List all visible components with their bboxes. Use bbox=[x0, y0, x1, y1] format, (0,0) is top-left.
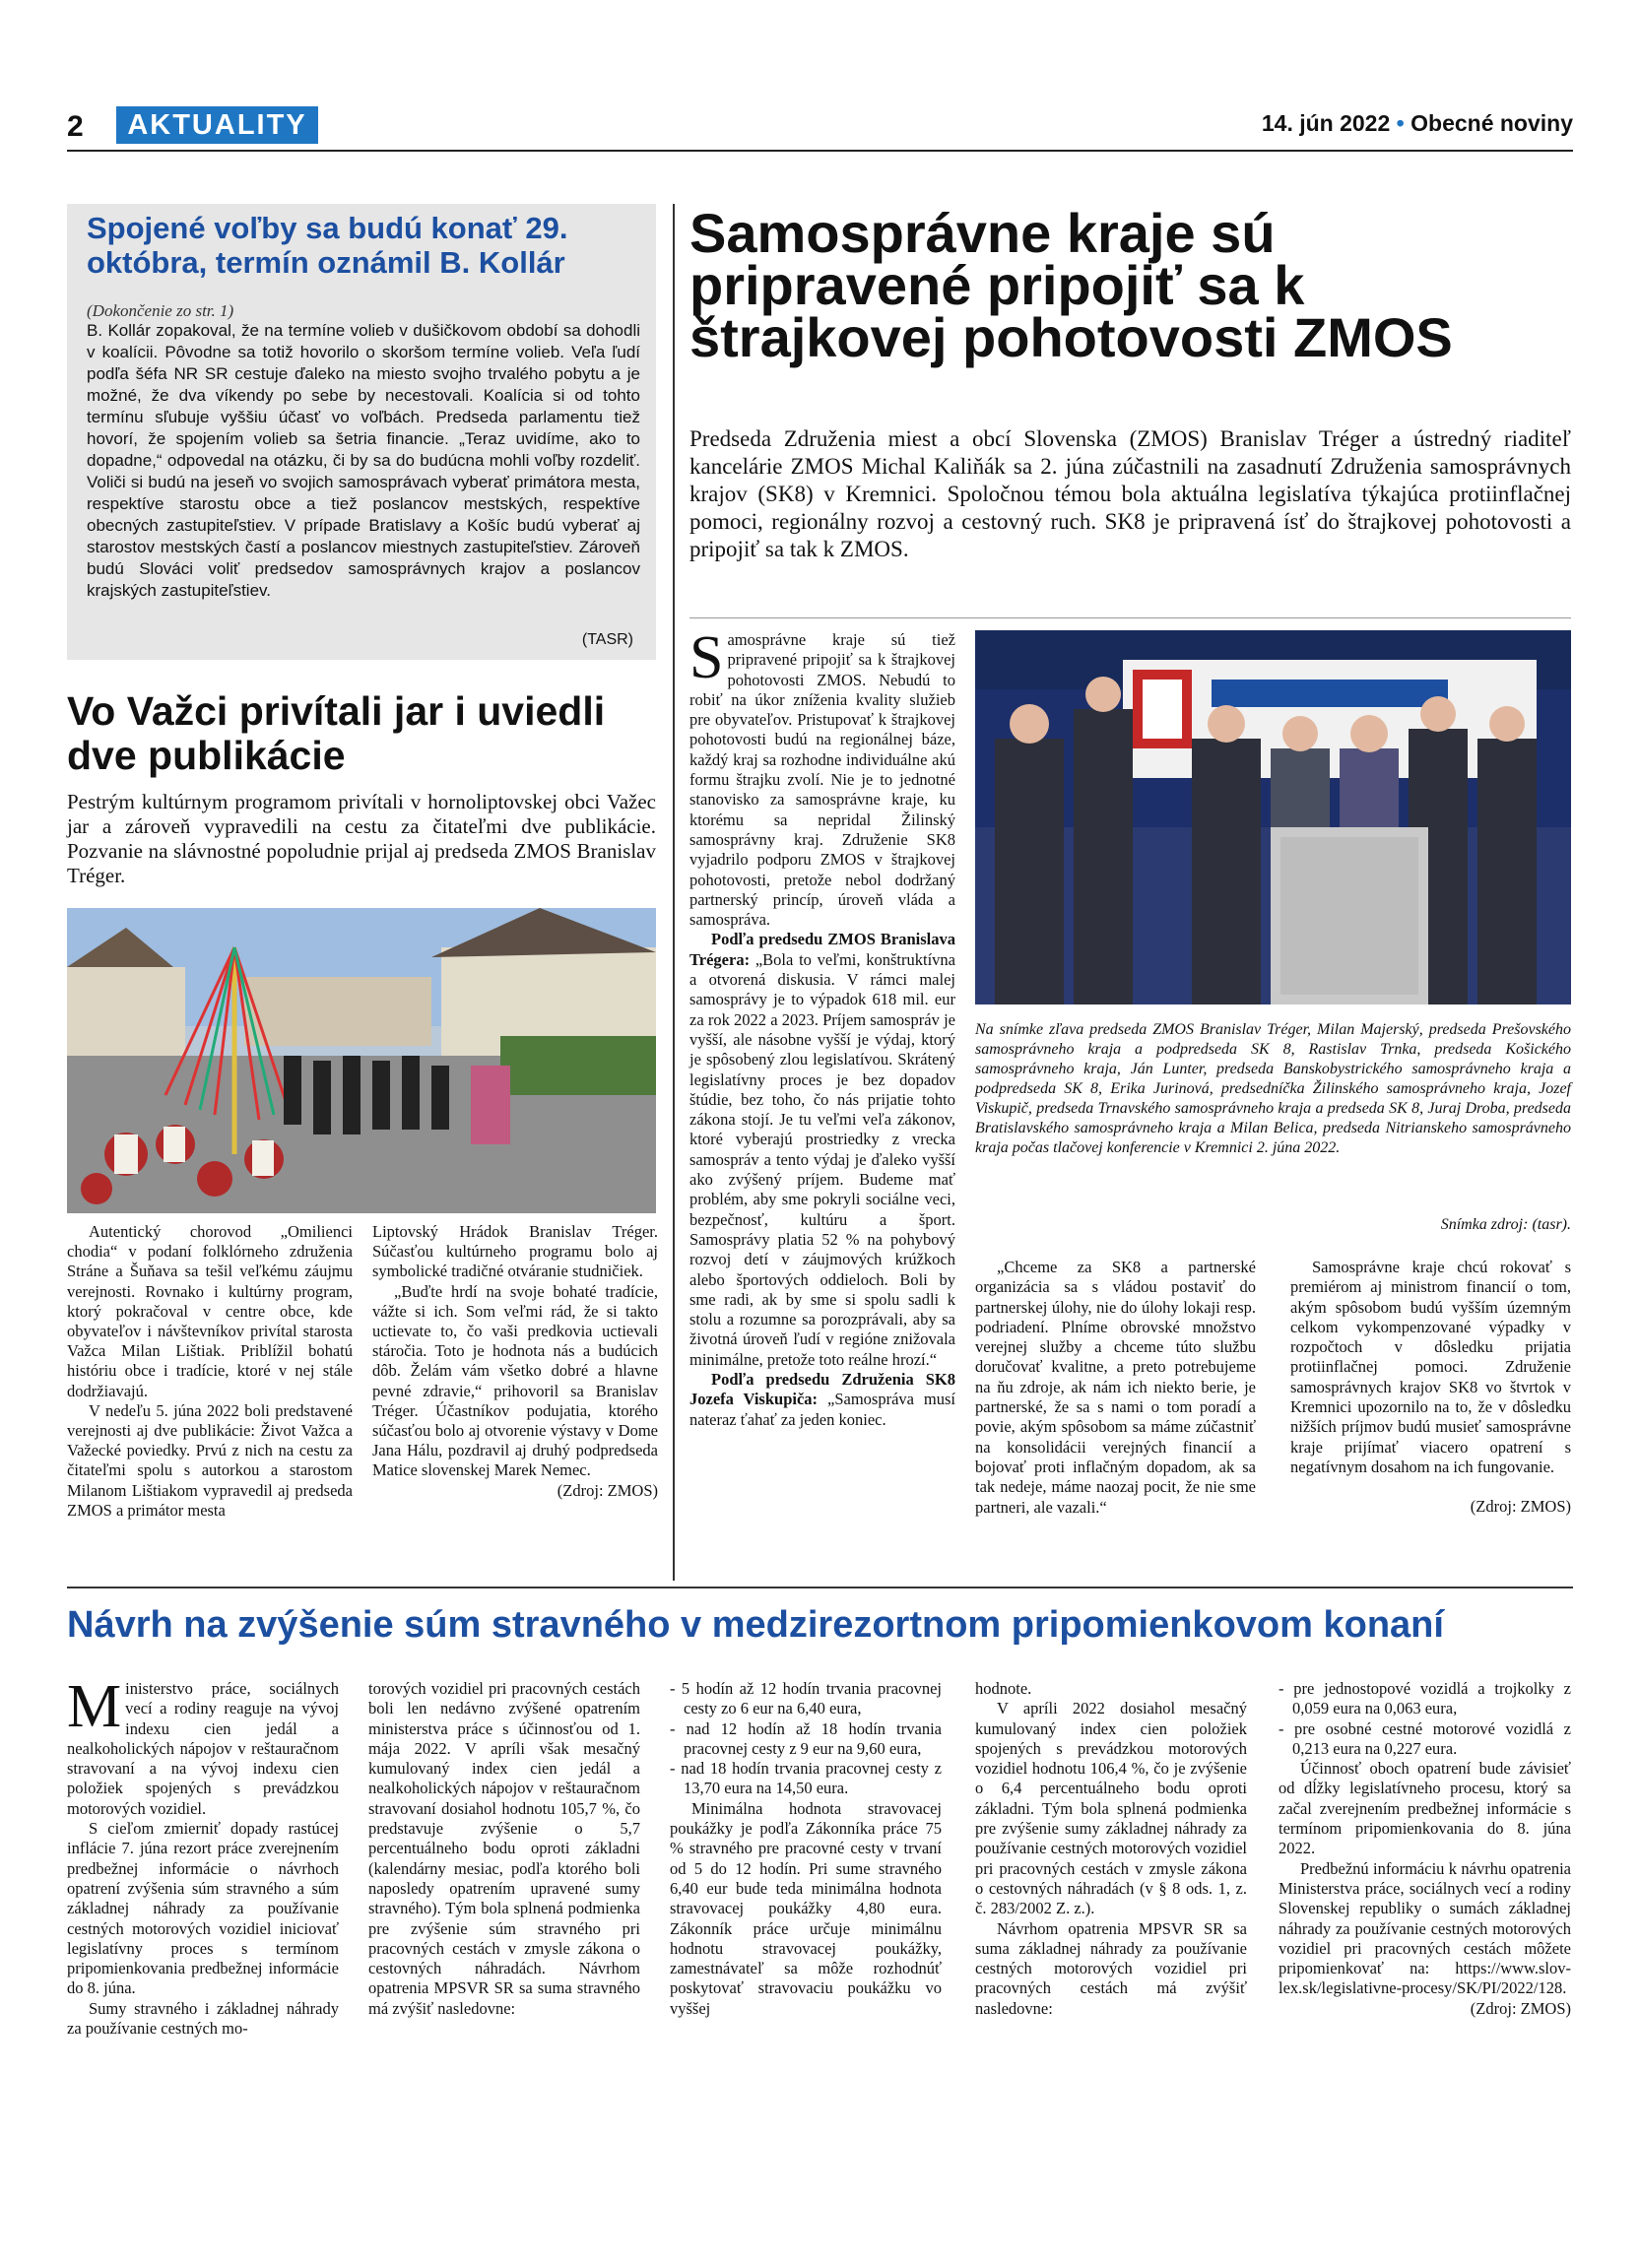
paragraph: Predbežnú informáciu k návrhu opatrenia Ministerstva práce, sociálnych vecí a rodiny Slovenskej republiky o sumách základnej náhrady za používanie cestných motorových vozidiel pri pracovných cestách môžete pripomienkovať na: https://www.slov-lex.sk/legislativne-procesy/SK/PI/2022/128. bbox=[1279, 1858, 1571, 1998]
folk-procession-photo bbox=[67, 908, 656, 1213]
paragraph: torových vozidiel pri pracovných cestách boli len nedávno zvýšené opatrením ministerstva práce s účinnosťou od 1. mája 2022. V apríli však mesačný kumulovaný index cien jedál a nealkoholických nápojov v reštauračnom stravovaní dosiahol hodnotu 105,7 %, čo predstavuje zvýšenie o 5,7 percentuálneho bodu oproti základni (kalendárny mesiac, podľa ktorého boli naposledy opatrením upravené sumy stravného). Tým bola splnená podmienka pre zvýšenie súm stravného pri pracovných cestách v zmysle zákona o cestovných náhradách. Návrhom opatrenia MPSVR SR sa suma stravného má zvýšiť nasledovne: bbox=[368, 1679, 640, 2018]
zmos-article-column-1 bbox=[689, 624, 956, 1430]
paragraph: S cieľom zmierniť dopady rastúcej inflácie 7. júna rezort práce zverejnením predbežnej informácie o návrhoch opatrení zvýšenia súm stravného a súm základnej náhrady za používanie cestných motorových vozidiel iniciovať legislatívny proces s termínom pripomienkovania predbežnej informácie do 8. júna. bbox=[67, 1819, 339, 1998]
paragraph: Liptovský Hrádok Branislav Tréger. Súčasťou kultúrneho programu bolo aj symbolické tradičné otváranie studničiek. bbox=[372, 1222, 658, 1281]
paragraph: hodnote. bbox=[975, 1679, 1032, 1698]
list-item: - 5 hodín až 12 hodín trvania pracovnej cesty zo 6 eur na 6,40 eura, bbox=[670, 1679, 942, 1718]
paragraph: „Chceme za SK8 a partnerské organizácia sa s vládou postaviť do partnerskej úlohy, nie do úlohy lokaji resp. podriadení. Plníme obrovské množstvo verejnej služby a chceme túto službu doručovať kvalitne, a preto potrebujeme na ňu zdroje, ak nám ich niekto berie, je partnerské, že sa s nami o tom poradí a povie, akým spôsobom sa máme zúčastniť na konsolidácii verejných financií a bojovať proti inflačným dopadom, ak sa tak nedeje, máme naozaj pocit, že nie sme partneri, ale vazali.“ bbox=[975, 1258, 1256, 1517]
page-number: 2 bbox=[67, 110, 84, 143]
list-item: - nad 18 hodín trvania pracovnej cesty z 13,70 eura na 14,50 eura. bbox=[670, 1759, 942, 1798]
paragraph: Návrhom opatrenia MPSVR SR sa suma základnej náhrady za používanie cestných motorových vozidiel pri pracovných cestách má zvýšiť nasledovne: bbox=[975, 1918, 1247, 2018]
paragraph-text: amosprávne kraje sú tiež pripravené pripojiť sa k štrajkovej pohotovosti ZMOS. Nebudú to robiť na úkor zníženia kvality služieb pre obyvateľov. Pristupovať k štrajkovej pohotovosti budú na regionálnej báze, každý kraj sa rozhodne individuálne akú formu štrajku zvolí. Nie je to jednotné stanovisko za samosprávne kraje, ku ktorému sa nepridal Žilinský samosprávny kraj. Združenie SK8 vyjadrilo podporu ZMOS v štrajkovej pohotovosti, pretože nebol dodržaný partnerský princíp, úroveň vláda a samospráva. bbox=[689, 630, 955, 930]
vazec-article-column-2 bbox=[372, 1222, 658, 1501]
zmos-article-title: Samosprávne kraje sú pripravené pripojiť sa k štrajkovej pohotovosti ZMOS bbox=[689, 202, 1453, 368]
meal-allowance-column-5 bbox=[1279, 1679, 1571, 2019]
drop-cap: M bbox=[67, 1673, 122, 1740]
paragraph-text: „Samospráva musí nateraz ťahať za jeden koniec. bbox=[689, 1390, 956, 1429]
meal-allowance-article-title: Návrh na zvýšenie súm stravného v medzirezortnom pripomienkovom konaní bbox=[67, 1604, 1444, 1646]
paragraph: Samosprávne kraje chcú rokovať s premiérom aj ministrom financií o tom, akým spôsobom budú vyšším územným celkom vykompenzované výpadky v rozpočtoch v dôsledku prijatia protiinflačnej pomoci. Združenie samosprávnych krajov SK8 vo štvrtok v Kremnici upozornilo na to, že v dôsledku nižších príjmov budú musieť samosprávne kraje prijímať viacero opatrení s negatívnym dosahom na ich fungovanie. bbox=[1290, 1258, 1571, 1476]
election-article-title: Spojené voľby sa budú konať 29. októbra, termín oznámil B. Kollár bbox=[87, 211, 568, 280]
photo-caption: Na snímke zľava predseda ZMOS Branislav Tréger, Milan Majerský, predseda Prešovského samosprávneho kraja a podpredseda SK 8, Rastislav Trnka, predseda Košického samosprávneho kraja, Ján Lunter, predseda Banskobystrického samosprávneho kraja a podpredseda SK 8, Erika Jurinová, predsedníčka Žilinského samosprávneho kraja, Jozef Viskupič, predseda Trnavského samosprávneho kraja a predseda SK 8, Juraj Droba, predseda Bratislavského samosprávneho kraja a Milan Belica, predseda Nitrianskeho samosprávneho kraja počas tlačovej konferencie v Kremnici 2. júna 2022. bbox=[975, 1021, 1571, 1156]
issue-date: 14. jún 2022 bbox=[1261, 110, 1391, 136]
meal-allowance-source: (Zdroj: ZMOS) bbox=[1470, 1998, 1571, 2018]
paragraph: Minimálna hodnota stravovacej poukážky je podľa Zákonníka práce 75 % stravného pre pracovné cesty v trvaní od 5 do 12 hodín. Pri sume stravného 6,40 eur bude teda minimálna hodnota stravovacej poukážky 4,80 eura. Zákonník práce určuje minimálnu hodnotu stravovacej poukážky, zamestnávateľ sa môže rozhodnúť poskytovať stravovaciu poukážku vo vyššej bbox=[670, 1798, 942, 2018]
vazec-article-column-1 bbox=[67, 1222, 353, 1521]
paragraph: Sumy stravného i základnej náhrady za používanie cestných mo- bbox=[67, 1998, 339, 2039]
meal-allowance-column-1 bbox=[67, 1673, 339, 2039]
photo-credit: Snímka zdroj: (tasr). bbox=[1440, 1216, 1571, 1233]
vazec-article-title: Vo Važci privítali jar i uviedli dve publikácie bbox=[67, 688, 606, 778]
vazec-article-lead: Pestrým kultúrnym programom privítali v hornoliptovskej obci Važec jar a zároveň vypravedili na cestu za čitateľmi dve publikácie. Pozvanie na slávnostné popoludnie prijal aj predseda ZMOS Branislav Tréger. bbox=[67, 790, 656, 887]
meal-allowance-column-3 bbox=[670, 1679, 942, 2019]
zmos-article-column-3 bbox=[1290, 1258, 1571, 1518]
paragraph bbox=[67, 1673, 339, 1819]
paragraph-text: inisterstvo práce, sociálnych vecí a rodiny reaguje na vývoj indexu cien jedál a nealkoholických nápojov v reštauračnom stravovaní a na vývoj indexu cien položiek spojených s prevádzkou motorových vozidiel. bbox=[67, 1679, 339, 1818]
election-article-source: (TASR) bbox=[581, 631, 633, 648]
publication-name: Obecné noviny bbox=[1410, 110, 1573, 136]
section-label: AKTUALITY bbox=[116, 106, 318, 144]
paragraph: V apríli 2022 dosiahol mesačný kumulovaný index cien položiek spojených s prevádzkou motorových vozidiel hodnotu 106,4 %, čo je zvýšenie o 6,4 percentuálneho bodu oproti základni. Tým bola splnená podmienka pre zvýšenie sumy základnej náhrady za používanie cestných motorových vozidiel pri pracovných cestách v zmysle zákona o cestovných náhradách (v § 8 ods. 1, z. č. 283/2002 Z. z.). bbox=[975, 1699, 1247, 1918]
header-rule bbox=[67, 150, 1573, 152]
vazec-article-source: (Zdroj: ZMOS) bbox=[557, 1480, 658, 1500]
meal-allowance-column-2 bbox=[368, 1679, 640, 2019]
speaker-lead: Podľa predsedu ZMOS Branislava Trégera: bbox=[689, 930, 955, 969]
separator-dot: • bbox=[1396, 110, 1405, 136]
paragraph bbox=[689, 1370, 955, 1430]
column-divider bbox=[673, 204, 675, 1581]
paragraph bbox=[689, 624, 955, 930]
paragraph: Účinnosť oboch opatrení bude závisieť od dĺžky legislatívneho procesu, ktorý sa začal zverejnením predbežnej informácie s termínom pripomienkovania do 8. júna 2022. bbox=[1279, 1759, 1571, 1858]
header-dateline bbox=[1262, 110, 1573, 137]
lead-rule bbox=[689, 617, 1571, 618]
paragraph: Autentický chorovod „Omilienci chodia“ v podaní folklórneho združenia Stráne a Šuňava sa tešil veľkému záujmu verejnosti. Rovnako i kultúrny program, ktorý pokračoval v centre obce, kde obyvateľov i návštevníkov privítal starosta Važca Milan Lištiak. Priblížil bohatú históriu obce i tradície, ktoré v nej stále dodržiavajú. bbox=[67, 1222, 353, 1400]
speaker-lead: Podľa predsedu Združenia SK8 Jozefa Viskupiča: bbox=[689, 1369, 955, 1409]
press-conference-photo bbox=[975, 630, 1571, 1004]
paragraph: „Buďte hrdí na svoje bohaté tradície, vážte si ich. Som veľmi rád, že si takto uctievate to, čo vaši predkovia uctievali stáročia. Toto je hodnota nás a budúcich dôb. Želám vám všetko dobré a hlavne pevné zdravie,“ prihovoril sa Branislav Tréger. Účastníkov podujatia, ktorého súčasťou bolo aj otvorenie výstavy v Dome Jana Hálu, pozdravil aj druhý podpredseda Matice slovenskej Marek Nemec. bbox=[372, 1281, 658, 1480]
paragraph bbox=[689, 930, 955, 1370]
zmos-article-column-2 bbox=[975, 1258, 1256, 1518]
zmos-article-lead: Predseda Združenia miest a obcí Slovenska (ZMOS) Branislav Tréger a ústredný riaditeľ kancelárie ZMOS Michal Kaliňák sa 2. júna zúčastnili na zasadnutí Združenia samosprávnych krajov (SK8) v Kremnici. Spoločnou témou bola aktuálna legislatíva týkajúca protiinflačnej pomoci, regionálny rozvoj a cestovný ruch. SK8 je pripravená ísť do štrajkovej pohotovosti a pripojiť sa tak k ZMOS. bbox=[689, 426, 1571, 561]
election-article-body: B. Kollár zopakoval, že na termíne volieb v dušičkovom období sa dohodli v koalícii. Pôvodne sa totiž hovorilo o skoršom termíne volieb. Veľa ľudí podľa šéfa NR SR cestuje ďaleko na miesto svojho trvalého pobytu a je možné, že dva víkendy po sebe by necestovali. Koalícia si od tohto termínu sľubuje vyššiu účasť vo voľbách. Predseda parlamentu tiež hovorí, že spojením volieb sa šetria financie. „Teraz uvidíme, ako to dopadne,“ odpovedal na otázku, či by sa do budúcna mohli voľby rozdeliť. Voliči si budú na jeseň vo svojich samosprávach vyberať primátora mesta, respektíve starostu obce a tiež poslancov mestských, respektíve obecných zastupiteľstiev. V prípade Bratislavy a Košíc budú vyberať aj starostov mestských častí a poslancov miestnych zastupiteľstiev. Zároveň budú Slováci voliť predsedov samosprávnych krajov a poslancov krajských zastupiteľstiev. bbox=[87, 321, 640, 600]
paragraph-text: „Bola to veľmi, konštruktívna a otvorená diskusia. V rámci malej samosprávy je to výpadok 618 mil. eur za rok 2022 a 2023. Príjem samospráv je vyšší, ale násobne vyšší je výdaj, ktorý je spôsobený zlou legislatívou. Skrátený legislatívny proces je bez dopadov štúdie, bez toho, čo nás prijatie tohto zákona stojí. Je tu veľmi veľa zákonov, ktoré vyberajú prostriedky z vrecka samospráv a tento výdaj je ďaleko vyšší ako zvýšený príjem. Budeme mať problém, aby sme pokryli sociálne veci, bezpečnosť, kultúru a šport. Samosprávy platia 52 % na pohybový rozvoj detí v záujmových krúžkoch alebo športových oddieloch. Boli by sme radi, ak by sme si spolu sadli k stolu a rozumne sa porozprávali, aby sa životná úroveň ľudí v regióne znižovala minimálne, pretože toto reálne hrozí.“ bbox=[689, 949, 955, 1369]
meal-allowance-column-4 bbox=[975, 1679, 1247, 2019]
list-item: - pre jednostopové vozidlá a trojkolky z 0,059 eura na 0,063 eura, bbox=[1279, 1679, 1571, 1718]
paragraph: V nedeľu 5. júna 2022 boli predstavené verejnosti aj dve publikácie: Život Važca a Važecké poviedky. Prvú z nich na cestu za čitateľmi spolu s autorkou a starostom Milanom Lištiakom vypravedil aj predseda ZMOS a primátor mesta bbox=[67, 1400, 353, 1520]
continuation-note: (Dokončenie zo str. 1) bbox=[87, 301, 234, 320]
list-item: - pre osobné cestné motorové vozidlá z 0,213 eura na 0,227 eura. bbox=[1279, 1718, 1571, 1758]
section-divider bbox=[67, 1587, 1573, 1588]
drop-cap: S bbox=[689, 624, 724, 691]
list-item: - nad 12 hodín až 18 hodín trvania pracovnej cesty z 9 eur na 9,60 eura, bbox=[670, 1718, 942, 1758]
zmos-article-source: (Zdroj: ZMOS) bbox=[1470, 1497, 1571, 1517]
